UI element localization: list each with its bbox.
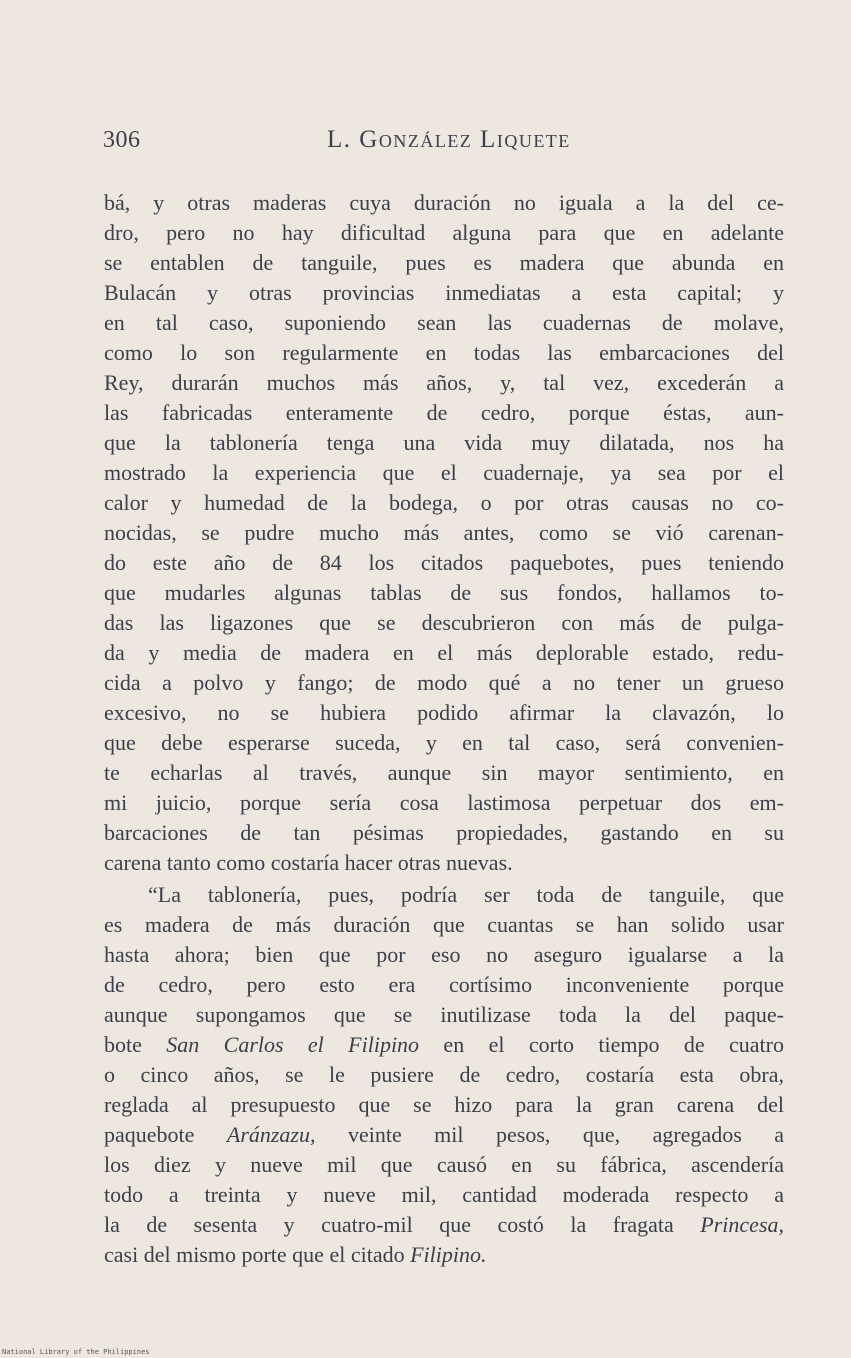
text-line: hasta ahora; bien que por eso no aseguro igualarse a la [104, 942, 784, 967]
text-span: veinte mil pesos, que, agregados a [315, 1122, 784, 1147]
paragraph [104, 188, 784, 878]
text-line: reglada al presupuesto que se hizo para la gran carena del [104, 1092, 784, 1117]
text-span: bote [104, 1032, 167, 1057]
paragraph [104, 880, 784, 1270]
text-line: los diez y nueve mil que causó en su fábrica, ascendería [104, 1152, 784, 1177]
text-line: en tal caso, suponiendo sean las cuadernas de molave, [104, 310, 784, 335]
text-line: bá, y otras maderas cuya duración no iguala a la del ce- [104, 190, 784, 215]
text-line [104, 1120, 784, 1150]
text-line: nocidas, se pudre mucho más antes, como se vió carenan- [104, 520, 784, 545]
text-line: excesivo, no se hubiera podido afirmar la clavazón, lo [104, 700, 784, 725]
body-text [104, 188, 784, 1270]
text-line: aunque supongamos que se inutilizase toda la del paque- [104, 1002, 784, 1027]
text-line: dro, pero no hay dificultad alguna para que en adelante [104, 220, 784, 245]
running-head: L. González Liquete [327, 126, 571, 153]
text-line: do este año de 84 los citados paquebotes, pues teniendo [104, 550, 784, 575]
text-line: o cinco años, se le pusiere de cedro, costaría esta obra, [104, 1062, 784, 1087]
text-span: paquebote [104, 1122, 227, 1147]
text-line: que la tablonería tenga una vida muy dilatada, nos ha [104, 430, 784, 455]
text-line: las fabricadas enteramente de cedro, porque éstas, aun- [104, 400, 784, 425]
text-line: que debe esperarse suceda, y en tal caso, será convenien- [104, 730, 784, 755]
text-line: mi juicio, porque sería cosa lastimosa perpetuar dos em- [104, 790, 784, 815]
ship-name: Filipino. [410, 1242, 487, 1267]
library-credit: National Library of the Philippines [2, 1348, 150, 1356]
text-line: que mudarles algunas tablas de sus fondos, hallamos to- [104, 580, 784, 605]
text-line: como lo son regularmente en todas las embarcaciones del [104, 340, 784, 365]
text-line: todo a treinta y nueve mil, cantidad moderada respecto a [104, 1182, 784, 1207]
text-span: casi del mismo porte que el citado [104, 1242, 411, 1267]
text-line [104, 1210, 784, 1240]
text-line: calor y humedad de la bodega, o por otras causas no co- [104, 490, 784, 515]
ship-name: San Carlos el Filipino [166, 1032, 420, 1057]
text-line: mostrado la experiencia que el cuadernaje, ya sea por el [104, 460, 784, 485]
text-line: Bulacán y otras provincias inmediatas a esta capital; y [104, 280, 784, 305]
text-line: se entablen de tanguile, pues es madera que abunda en [104, 250, 784, 275]
text-line [104, 1240, 784, 1270]
text-line: cida a polvo y fango; de modo qué a no tener un grueso [104, 670, 784, 695]
ship-name: Aránzazu, [226, 1122, 316, 1147]
text-line: das las ligazones que se descubrieron con más de pulga- [104, 610, 784, 635]
text-line: “La tablonería, pues, podría ser toda de tanguile, que [148, 882, 784, 907]
text-line: de cedro, pero esto era cortísimo inconveniente porque [104, 972, 784, 997]
text-line: te echarlas al través, aunque sin mayor sentimiento, en [104, 760, 784, 785]
text-line: es madera de más duración que cuantas se han solido usar [104, 912, 784, 937]
page-number: 306 [103, 127, 141, 153]
text-line: da y media de madera en el más deplorable estado, redu- [104, 640, 784, 665]
text-line: barcaciones de tan pésimas propiedades, gastando en su [104, 820, 784, 845]
text-span: la de sesenta y cuatro-mil que costó la fragata [104, 1212, 701, 1237]
ship-name: Princesa, [700, 1212, 784, 1237]
text-span: en el corto tiempo de cuatro [419, 1032, 784, 1057]
text-line [104, 1030, 784, 1060]
text-line: Rey, durarán muchos más años, y, tal vez, excederán a [104, 370, 784, 395]
text-line: carena tanto como costaría hacer otras nuevas. [104, 850, 513, 875]
